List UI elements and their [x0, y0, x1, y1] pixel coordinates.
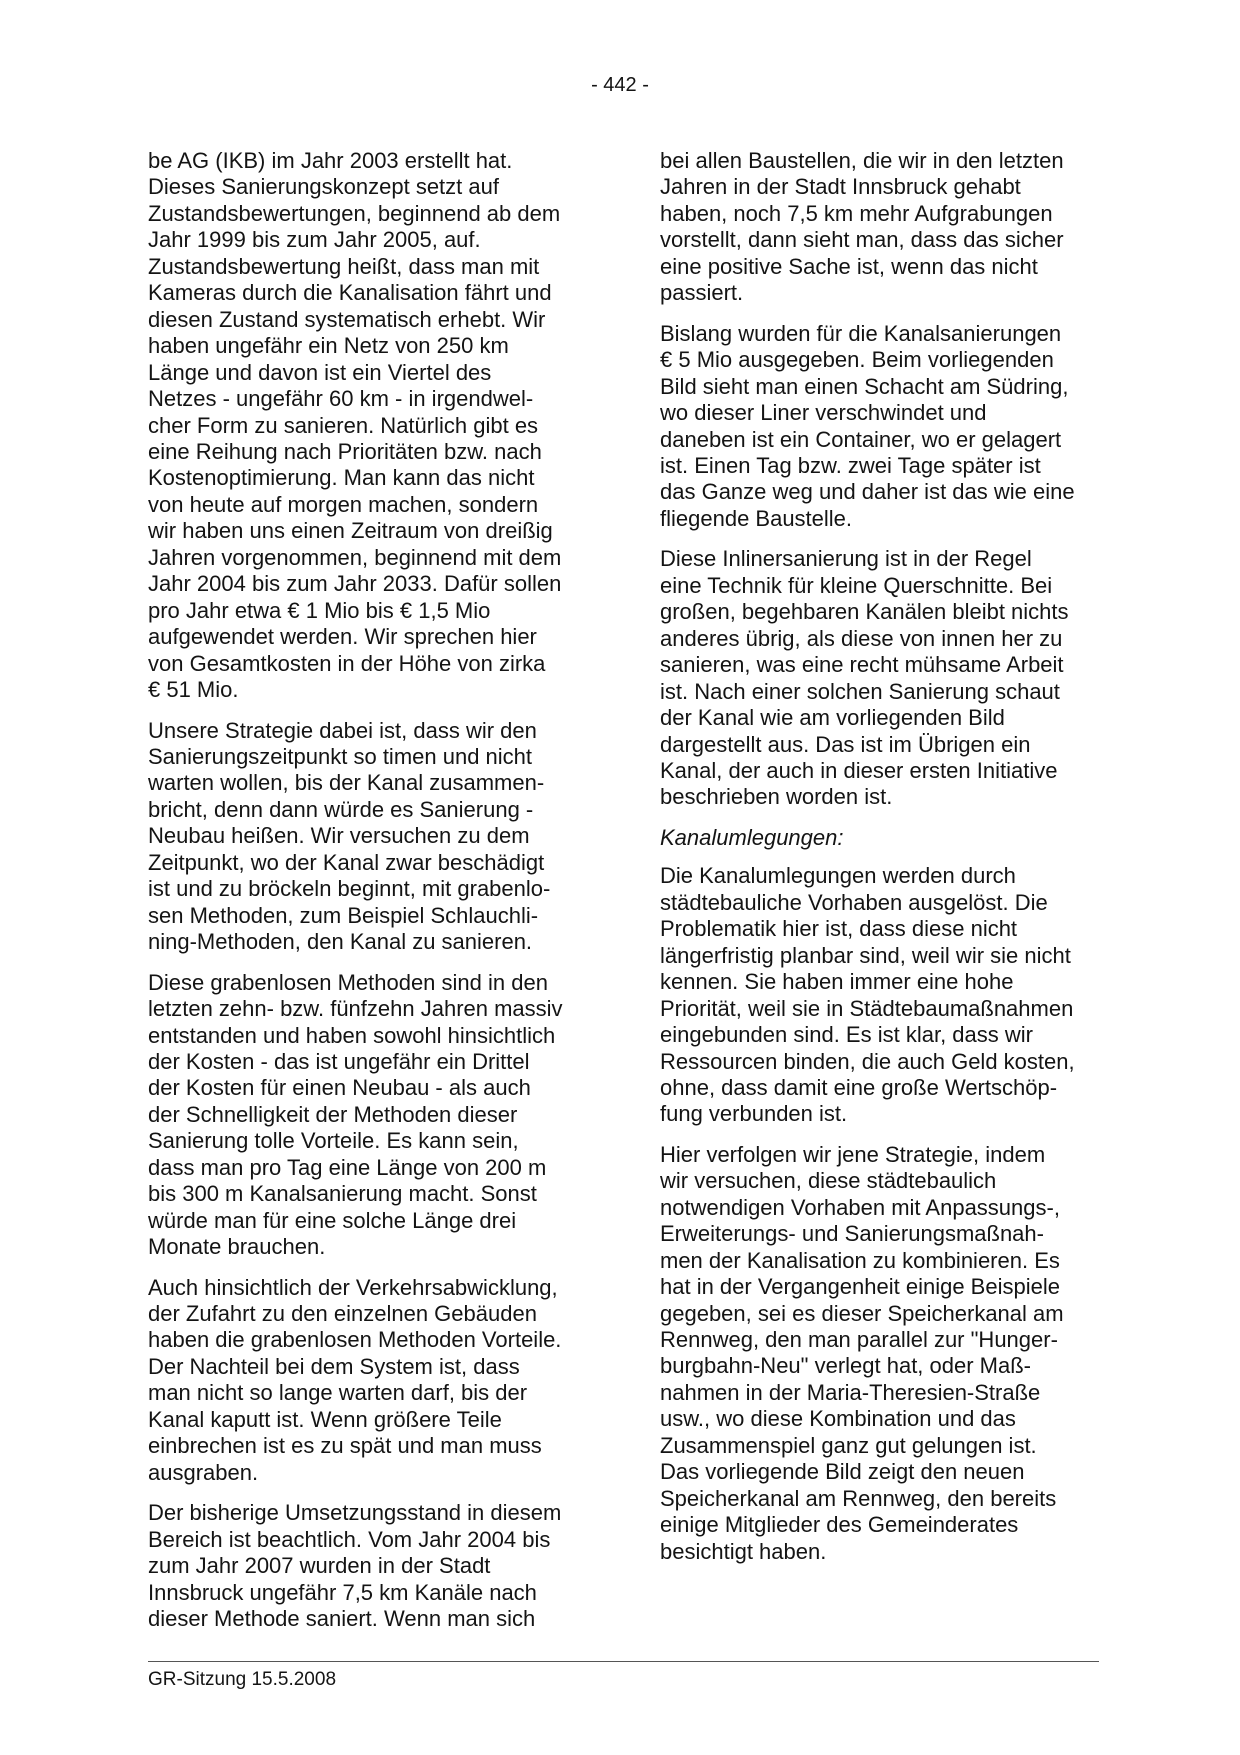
paragraph: Auch hinsichtlich der Verkehrsabwicklung, der Zufahrt zu den einzelnen Gebäuden haben die grabenlosen Methoden Vorteile. Der Nachteil bei dem System ist, dass man nicht so lange warten darf, bis der Kanal kaputt ist. Wenn größere Teile einbrechen ist es zu spät und man muss ausgraben.: [148, 1274, 562, 1485]
paragraph: bei allen Baustellen, die wir in den letzten Jahren in der Stadt Innsbruck gehabt haben, noch 7,5 km mehr Aufgrabungen vorstellt, dann sieht man, dass das sicher eine positive Sache ist, wenn das nicht passiert.: [660, 148, 1064, 306]
paragraph: Hier verfolgen wir jene Strategie, indem wir versuchen, diese städtebaulich notwendigen Vorhaben mit Anpassungs-, Erweiterungs- und Sanierungsmaßnah- men der Kanalisation zu kombinieren. Es hat in der Vergangenheit einige Beispiele gegeben, sei es dieser Speicherkanal am Rennweg, den man parallel zur "Hunger- burgbahn-Neu" verlegt hat, oder Maß- nahmen in der Maria-Theresien-Straße usw., wo diese Kombination und das Zusammenspiel ganz gut gelungen ist. Das vorliegende Bild zeigt den neuen Speicherkanal am Rennweg, den bereits einige Mitglieder des Gemeinderates besichtigt haben.: [660, 1141, 1064, 1564]
paragraph: Der bisherige Umsetzungsstand in diesem Bereich ist beachtlich. Vom Jahr 2004 bis zum Jahr 2007 wurden in der Stadt Innsbruck ungefähr 7,5 km Kanäle nach dieser Methode saniert. Wenn man sich: [148, 1500, 562, 1632]
left-column: [148, 148, 594, 1646]
section-heading: Kanalumlegungen:: [660, 824, 844, 850]
page-number: - 442 -: [591, 74, 649, 96]
paragraph: be AG (IKB) im Jahr 2003 erstellt hat. Dieses Sanierungskonzept setzt auf Zustandsbewertungen, beginnend ab dem Jahr 1999 bis zum Jahr 2005, auf. Zustandsbewertung heißt, dass man mit Kameras durch die Kanalisation fährt und diesen Zustand systematisch erhebt. Wir haben ungefähr ein Netz von 250 km Länge und davon ist ein Viertel des Netzes - ungefähr 60 km - in irgendwel- cher Form zu sanieren. Natürlich gibt es eine Reihung nach Prioritäten bzw. nach Kostenoptimierung. Man kann das nicht von heute auf morgen machen, sondern wir haben uns einen Zeitraum von dreißig Jahren vorgenommen, beginnend mit dem Jahr 2004 bis zum Jahr 2033. Dafür sollen pro Jahr etwa € 1 Mio bis € 1,5 Mio aufgewendet werden. Wir sprechen hier von Gesamtkosten in der Höhe von zirka € 51 Mio.: [148, 148, 562, 703]
paragraph: Die Kanalumlegungen werden durch städtebauliche Vorhaben ausgelöst. Die Problematik hier ist, dass diese nicht längerfristig planbar sind, weil wir sie nicht kennen. Sie haben immer eine hohe Priorität, weil sie in Städtebaumaßnahmen eingebunden sind. Es ist klar, dass wir Ressourcen binden, die auch Geld kosten, ohne, dass damit eine große Wertschöp- fung verbunden ist.: [660, 863, 1075, 1127]
paragraph: Unsere Strategie dabei ist, dass wir den Sanierungszeitpunkt so timen und nicht warten wollen, bis der Kanal zusammen- bricht, denn dann würde es Sanierung - Neubau heißen. Wir versuchen zu dem Zeitpunkt, wo der Kanal zwar beschädigt ist und zu bröckeln beginnt, mit grabenlo- sen Methoden, zum Beispiel Schlauchli- ning-Methoden, den Kanal zu sanieren.: [148, 717, 551, 955]
footer-session-label: GR-Sitzung 15.5.2008: [148, 1669, 337, 1690]
paragraph: Diese Inlinersanierung ist in der Regel eine Technik für kleine Querschnitte. Bei großen, begehbaren Kanälen bleibt nichts anderes übrig, als diese von innen her zu sanieren, was eine recht mühsame Arbeit ist. Nach einer solchen Sanierung schaut der Kanal wie am vorliegenden Bild dargestellt aus. Das ist im Übrigen ein Kanal, der auch in dieser ersten Initiative beschrieben worden ist.: [660, 546, 1069, 810]
footer-divider: [148, 1661, 1099, 1662]
paragraph: Bislang wurden für die Kanalsanierungen € 5 Mio ausgegeben. Beim vorliegenden Bild sieht man einen Schacht am Südring, wo dieser Liner verschwindet und daneben ist ein Container, wo er gelagert ist. Einen Tag bzw. zwei Tage später ist das Ganze weg und daher ist das wie eine fliegende Baustelle.: [660, 320, 1075, 531]
right-column: [660, 148, 1106, 1579]
paragraph: Diese grabenlosen Methoden sind in den letzten zehn- bzw. fünfzehn Jahren massiv entstanden und haben sowohl hinsichtlich der Kosten - das ist ungefähr ein Drittel der Kosten für einen Neubau - als auch der Schnelligkeit der Methoden dieser Sanierung tolle Vorteile. Es kann sein, dass man pro Tag eine Länge von 200 m bis 300 m Kanalsanierung macht. Sonst würde man für eine solche Länge drei Monate brauchen.: [148, 969, 563, 1260]
